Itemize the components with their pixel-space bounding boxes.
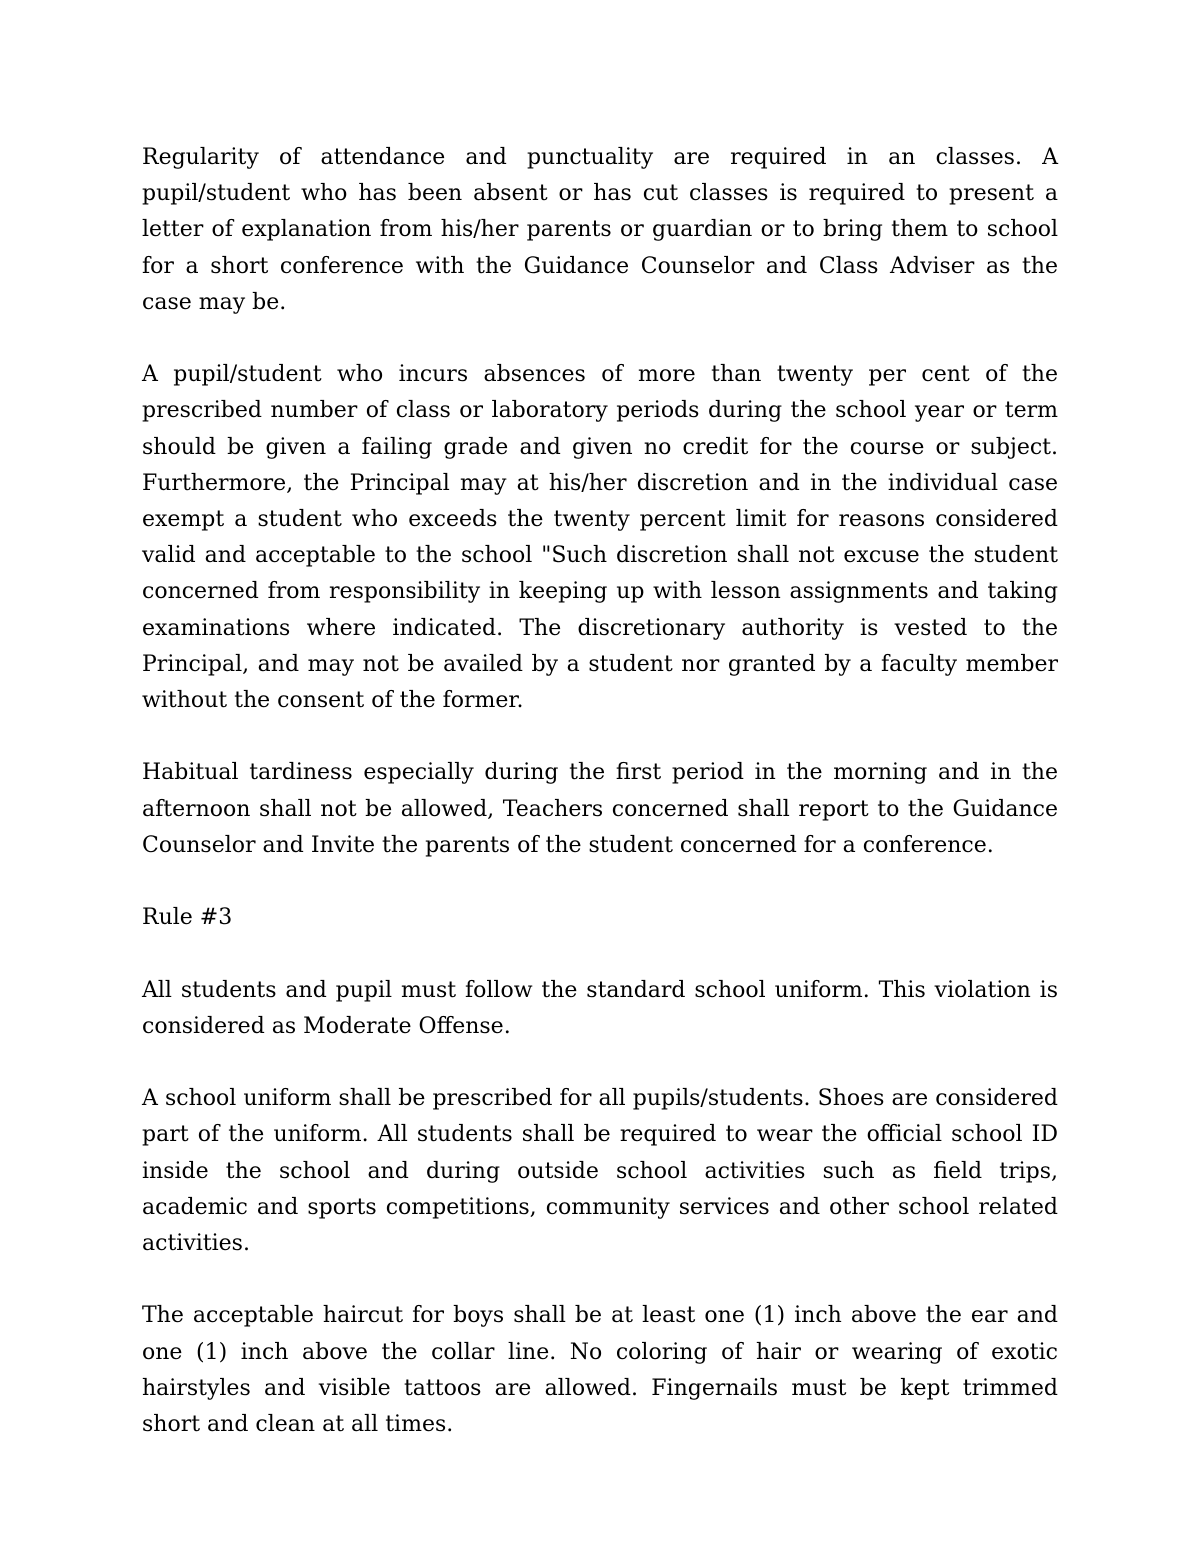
rule-heading: Rule #3: [142, 905, 233, 931]
attendance-paragraph: Regularity of attendance and punctuality are required in an classes. A pupil/student who has been absent or has cut classes is required to present a letter of explanation from his/her parents or guardian or to bring them to school for a short conference with the Guidance Counselor and Class Adviser as the case may be.: [142, 145, 1058, 315]
absence-limit-paragraph: A pupil/student who incurs absences of more than twenty per cent of the prescribed number of class or laboratory periods during the school year or term should be given a failing grade and given no credit for the course or subject. Furthermore, the Principal may at his/her discretion and in the individual case exempt a student who exceeds the twenty percent limit for reasons considered valid and acceptable to the school "Such discretion shall not excuse the student concerned from responsibility in keeping up with lesson assignments and taking examinations where indicated. The discretionary authority is vested to the Principal, and may not be availed by a student nor granted by a faculty member without the consent of the former.: [142, 362, 1058, 714]
haircut-paragraph: The acceptable haircut for boys shall be at least one (1) inch above the ear and one (1) inch above the collar line. No coloring of hair or wearing of exotic hairstyles and visible tattoos are allowed. Fingernails must be kept trimmed short and clean at all times.: [142, 1303, 1058, 1438]
uniform-rule-paragraph: All students and pupil must follow the standard school uniform. This violation is considered as Moderate Offense.: [142, 977, 1058, 1039]
uniform-details-paragraph: A school uniform shall be prescribed for all pupils/students. Shoes are considered part of the uniform. All students shall be required to wear the official school ID inside the school and during outside school activities such as field trips, academic and sports competitions, community services and other school related activities.: [142, 1086, 1058, 1257]
document-body: [142, 140, 1058, 1443]
tardiness-paragraph: Habitual tardiness especially during the first period in the morning and in the afternoon shall not be allowed, Teachers concerned shall report to the Guidance Counselor and Invite the parents of the student concerned for a conference.: [142, 760, 1058, 858]
